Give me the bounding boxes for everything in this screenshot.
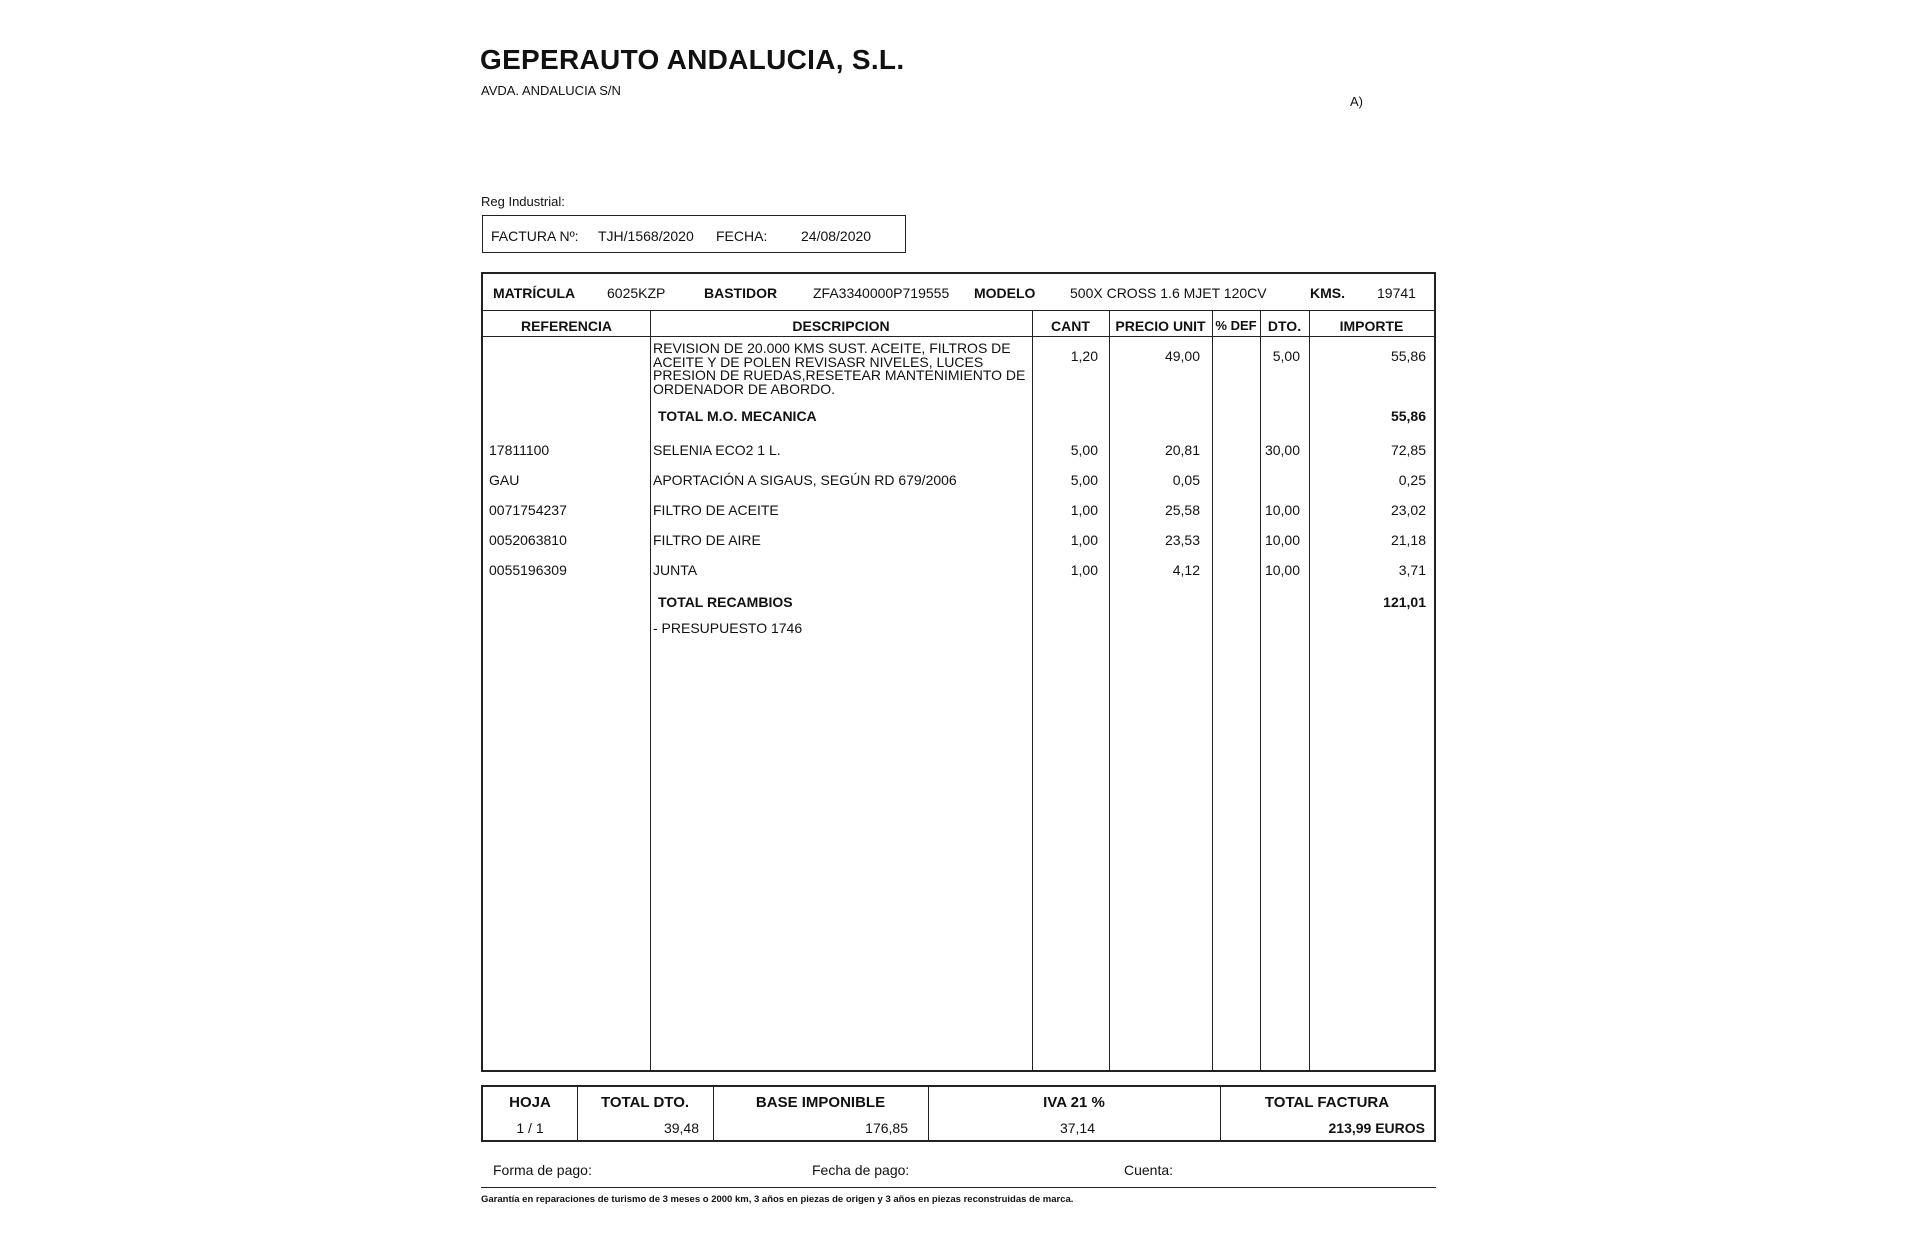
labor-cant: 1,20: [1070, 348, 1098, 364]
base-imponible-label: BASE IMPONIBLE: [755, 1094, 886, 1111]
labor-total-label: TOTAL M.O. MECANICA: [658, 408, 817, 424]
row-importe: 21,18: [1390, 532, 1426, 548]
forma-de-pago-label: Forma de pago:: [493, 1162, 592, 1178]
totals-box: [481, 1085, 1436, 1142]
total-dto-label: TOTAL DTO.: [600, 1094, 690, 1111]
row-ref: 0071754237: [489, 502, 567, 518]
column-divider: [650, 310, 651, 1070]
col-header-importe: IMPORTE: [1339, 318, 1404, 334]
matricula-label: MATRÍCULA: [493, 285, 576, 301]
column-divider: [1212, 310, 1213, 1070]
bastidor-label: BASTIDOR: [704, 285, 778, 301]
labor-description: REVISION DE 20.000 KMS SUST. ACEITE, FILTROS DE ACEITE Y DE POLEN REVISASR NIVELES, LUCES PRESION DE RUEDAS,RESETEAR MANTENIMIENTO DE ORDENADOR DE ABORDO.: [653, 340, 1026, 397]
modelo-value: 500X CROSS 1.6 MJET 120CV: [1070, 285, 1267, 301]
cuenta-label: Cuenta:: [1124, 1162, 1174, 1178]
bastidor-value: ZFA3340000P719555: [813, 285, 950, 301]
divider: [483, 310, 1434, 311]
iva-label: IVA 21 %: [1043, 1094, 1105, 1111]
row-cant: 5,00: [1070, 472, 1098, 488]
iva-value: 37,14: [1059, 1120, 1095, 1136]
base-imponible-value: 176,85: [865, 1120, 908, 1136]
footer-rule: [481, 1187, 1436, 1188]
column-divider: [1109, 310, 1110, 1070]
col-header-def: % DEF: [1215, 318, 1257, 333]
row-desc: APORTACIÓN A SIGAUS, SEGÚN RD 679/2006: [653, 472, 957, 488]
fecha-label: FECHA:: [716, 228, 768, 244]
row-ref: 0052063810: [489, 532, 567, 548]
company-name: GEPERAUTO ANDALUCIA, S.L.: [480, 44, 905, 75]
divider: [483, 336, 1434, 337]
guarantee-note: Garantía en reparaciones de turismo de 3 meses o 2000 km, 3 años en piezas de origen y 3 años en piezas reconstruidas de marca.: [481, 1194, 1074, 1205]
row-precio: 20,81: [1164, 442, 1200, 458]
hoja-value: 1 / 1: [516, 1120, 544, 1136]
row-dto: 10,00: [1264, 532, 1300, 548]
row-importe: 72,85: [1390, 442, 1426, 458]
row-desc: FILTRO DE ACEITE: [653, 502, 779, 518]
labor-dto: 5,00: [1272, 348, 1300, 364]
factura-number: TJH/1568/2020: [598, 228, 694, 244]
row-dto: 30,00: [1264, 442, 1300, 458]
labor-importe: 55,86: [1390, 348, 1426, 364]
row-desc: FILTRO DE AIRE: [653, 532, 761, 548]
col-header-descripcion: DESCRIPCION: [792, 318, 890, 334]
row-precio: 23,53: [1164, 532, 1200, 548]
row-ref: 0055196309: [489, 562, 567, 578]
corner-mark: A): [1350, 94, 1363, 109]
total-factura-value: 213,99 EUROS: [1328, 1120, 1425, 1136]
row-dto: 10,00: [1264, 562, 1300, 578]
row-cant: 1,00: [1070, 562, 1098, 578]
row-importe: 0,25: [1398, 472, 1426, 488]
row-importe: 23,02: [1390, 502, 1426, 518]
matricula-value: 6025KZP: [607, 285, 666, 301]
labor-precio: 49,00: [1164, 348, 1200, 364]
row-ref: GAU: [489, 472, 520, 488]
row-desc: SELENIA ECO2 1 L.: [653, 442, 781, 458]
invoice-lines-table: [481, 272, 1436, 1072]
row-precio: 4,12: [1172, 562, 1200, 578]
row-cant: 5,00: [1070, 442, 1098, 458]
column-divider: [1032, 310, 1033, 1070]
col-header-dto: DTO.: [1267, 318, 1302, 334]
row-precio: 25,58: [1164, 502, 1200, 518]
fecha-value: 24/08/2020: [801, 228, 872, 244]
total-factura-label: TOTAL FACTURA: [1264, 1094, 1390, 1111]
row-cant: 1,00: [1070, 532, 1098, 548]
row-dto: 10,00: [1264, 502, 1300, 518]
row-desc: JUNTA: [653, 562, 698, 578]
col-header-referencia: REFERENCIA: [520, 318, 612, 334]
col-header-precio-unit: PRECIO UNIT: [1115, 318, 1206, 334]
column-divider: [1309, 310, 1310, 1070]
total-dto-value: 39,48: [663, 1120, 699, 1136]
company-address: AVDA. ANDALUCIA S/N: [481, 83, 621, 98]
row-ref: 17811100: [489, 442, 550, 458]
col-header-cant: CANT: [1051, 318, 1090, 334]
invoice-number-box: [482, 215, 906, 253]
factura-label: FACTURA Nº:: [491, 228, 579, 244]
kms-label: KMS.: [1310, 285, 1345, 301]
reg-industrial-label: Reg Industrial:: [481, 194, 565, 209]
modelo-label: MODELO: [974, 285, 1036, 301]
row-precio: 0,05: [1172, 472, 1200, 488]
row-cant: 1,00: [1070, 502, 1098, 518]
fecha-de-pago-label: Fecha de pago:: [812, 1162, 910, 1178]
budget-note: - PRESUPUESTO 1746: [653, 620, 803, 636]
parts-total-label: TOTAL RECAMBIOS: [658, 594, 793, 610]
row-importe: 3,71: [1398, 562, 1426, 578]
labor-total-value: 55,86: [1390, 408, 1426, 424]
parts-total-value: 121,01: [1383, 594, 1426, 610]
hoja-label: HOJA: [509, 1094, 551, 1111]
column-divider: [1260, 310, 1261, 1070]
kms-value: 19741: [1377, 285, 1416, 301]
